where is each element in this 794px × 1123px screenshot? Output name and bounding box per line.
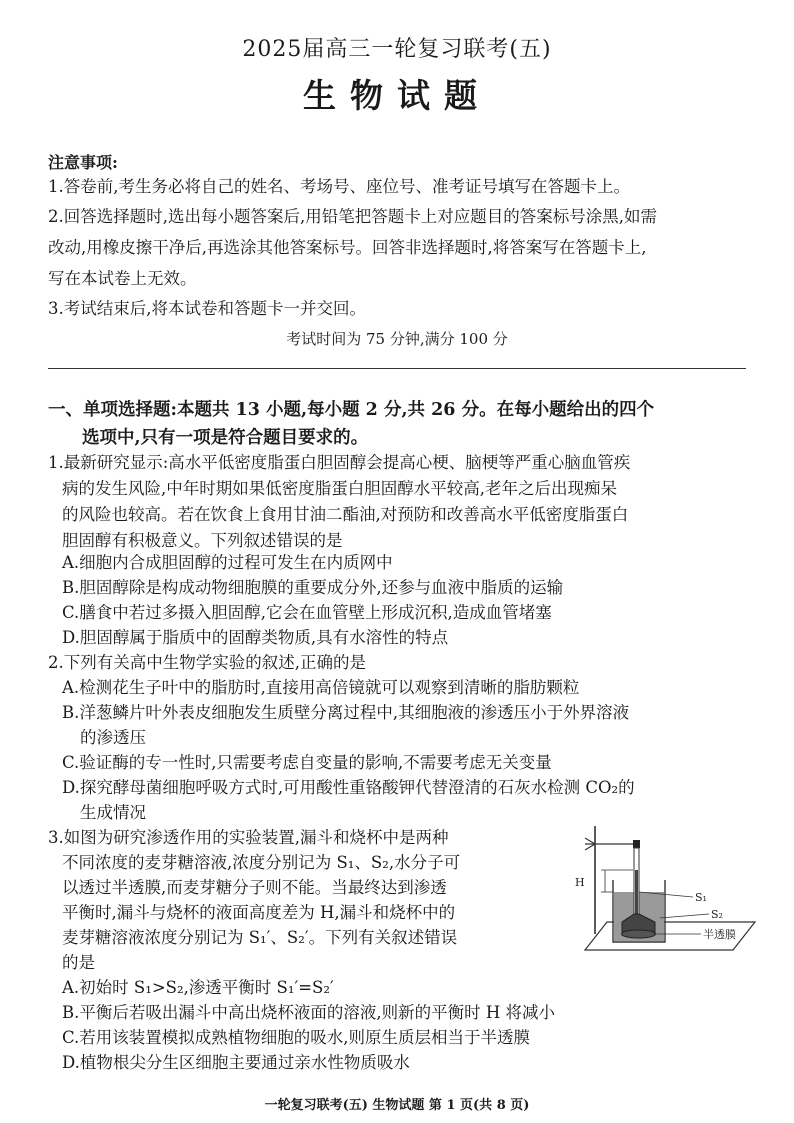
q1-stem-line: 胆固醇有积极意义。下列叙述错误的是 xyxy=(62,531,343,550)
q3-stem-line: 平衡时,漏斗与烧杯的液面高度差为 H,漏斗和烧杯中的 xyxy=(62,903,456,922)
exam-timing: 考试时间为 75 分钟,满分 100 分 xyxy=(286,330,508,348)
q3-stem-line: 3.如图为研究渗透作用的实验装置,漏斗和烧杯中是两种 xyxy=(48,828,449,847)
q3-option-d: D.植物根尖分生区细胞主要通过亲水性物质吸水 xyxy=(62,1053,410,1072)
label-s1: S₁ xyxy=(695,891,707,904)
notice-heading: 注意事项: xyxy=(48,153,118,172)
q3-option-b: B.平衡后若吸出漏斗中高出烧杯液面的溶液,则新的平衡时 H 将减小 xyxy=(62,1003,555,1022)
q1-option-a: A.细胞内合成胆固醇的过程可发生在内质网中 xyxy=(62,553,393,572)
notice-line: 2.回答选择题时,选出每小题答案后,用铅笔把答题卡上对应题目的答案标号涂黑,如需 xyxy=(48,207,657,226)
notice-line: 改动,用橡皮擦干净后,再选涂其他答案标号。回答非选择题时,将答案写在答题卡上, xyxy=(48,238,647,257)
label-s2: S₂ xyxy=(711,908,723,921)
exam-title: 2025届高三一轮复习联考(五) xyxy=(242,37,552,62)
section-heading-cont: 选项中,只有一项是符合题目要求的。 xyxy=(82,428,369,448)
q2-option-b-cont: 的渗透压 xyxy=(80,728,146,747)
divider xyxy=(48,368,746,369)
notice-line: 1.答卷前,考生务必将自己的姓名、考场号、座位号、准考证号填写在答题卡上。 xyxy=(48,177,630,196)
q2-option-c: C.验证酶的专一性时,只需要考虑自变量的影响,不需要考虑无关变量 xyxy=(62,753,552,772)
label-membrane: 半透膜 xyxy=(703,928,736,941)
label-h: H xyxy=(575,876,585,889)
q2-option-a: A.检测花生子叶中的脂肪时,直接用高倍镜就可以观察到清晰的脂肪颗粒 xyxy=(62,678,580,697)
q3-stem-line: 麦芽糖溶液浓度分别记为 S₁′、S₂′。下列有关叙述错误 xyxy=(62,928,458,947)
notice-line: 写在本试卷上无效。 xyxy=(48,269,197,288)
notice-line: 3.考试结束后,将本试卷和答题卡一并交回。 xyxy=(48,299,366,318)
q3-stem-line: 的是 xyxy=(62,953,95,972)
q3-option-a: A.初始时 S₁>S₂,渗透平衡时 S₁′=S₂′ xyxy=(62,978,334,997)
q3-option-c: C.若用该装置模拟成熟植物细胞的吸水,则原生质层相当于半透膜 xyxy=(62,1028,531,1047)
q1-stem-line: 病的发生风险,中年时期如果低密度脂蛋白胆固醇水平较高,老年之后出现痴呆 xyxy=(62,479,617,498)
q1-stem-line: 1.最新研究显示:高水平低密度脂蛋白胆固醇会提高心梗、脑梗等严重心脑血管疾 xyxy=(48,453,631,472)
clamp-head xyxy=(633,840,640,848)
q2-stem: 2.下列有关高中生物学实验的叙述,正确的是 xyxy=(48,653,366,672)
q1-option-c: C.膳食中若过多摄入胆固醇,它会在血管壁上形成沉积,造成血管堵塞 xyxy=(62,603,552,622)
membrane-ellipse xyxy=(622,930,656,938)
section-heading: 一、单项选择题:本题共 13 小题,每小题 2 分,共 26 分。在每小题给出的四个 xyxy=(48,400,655,420)
q3-stem-line: 以透过半透膜,而麦芽糖分子则不能。当最终达到渗透 xyxy=(62,878,447,897)
q2-option-d: D.探究酵母菌细胞呼吸方式时,可用酸性重铬酸钾代替澄清的石灰水检测 CO₂的 xyxy=(62,778,635,797)
q1-option-b: B.胆固醇除是构成动物细胞膜的重要成分外,还参与血液中脂质的运输 xyxy=(62,578,564,597)
q1-stem-line: 的风险也较高。若在饮食上食用甘油二酯油,对预防和改善高水平低密度脂蛋白 xyxy=(62,505,629,524)
s2-leader xyxy=(660,914,709,918)
q2-option-b: B.洋葱鳞片叶外表皮细胞发生质壁分离过程中,其细胞液的渗透压小于外界溶液 xyxy=(62,703,630,722)
q3-stem-line: 不同浓度的麦芽糖溶液,浓度分别记为 S₁、S₂,水分子可 xyxy=(62,853,461,872)
subject-title: 生物试题 xyxy=(303,76,491,115)
q2-option-d-cont: 生成情况 xyxy=(80,803,146,822)
tube-solution xyxy=(635,870,638,916)
page-footer: 一轮复习联考(五) 生物试题 第 1 页(共 8 页) xyxy=(264,1098,530,1113)
osmosis-apparatus-diagram xyxy=(565,822,760,962)
q1-option-d: D.胆固醇属于脂质中的固醇类物质,具有水溶性的特点 xyxy=(62,628,449,647)
